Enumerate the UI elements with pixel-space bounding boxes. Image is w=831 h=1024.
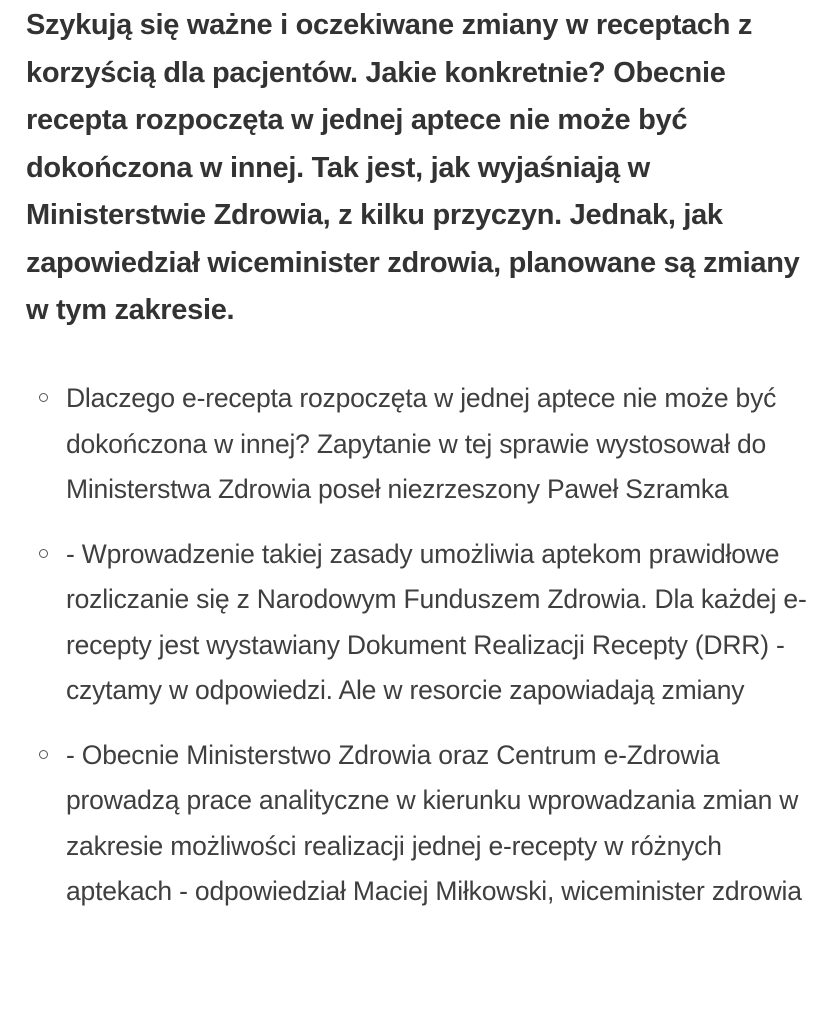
key-point-item [26, 733, 816, 915]
key-points-list [26, 376, 816, 934]
circle-bullet-icon [39, 393, 48, 402]
circle-bullet-icon [39, 549, 48, 558]
circle-bullet-icon [39, 750, 48, 759]
article-lead: Szykują się ważne i oczekiwane zmiany w receptach z korzyścią dla pacjentów. Jakie konkretnie? Obecnie recepta rozpoczęta w jednej aptece nie może być dokończona w innej. Tak jest, jak wyjaśniają w Ministerstwie Zdrowia, z kilku przyczyn. Jednak, jak zapowiedział wiceminister zdrowia, planowane są zmiany w tym zakresie. [26, 9, 800, 326]
article [26, 0, 816, 906]
key-point-item [26, 376, 816, 513]
key-point-text: - Wprowadzenie takiej zasady umożliwia aptekom prawidłowe rozliczanie się z Narodowym Funduszem Zdrowia. Dla każdej e-recepty jest wystawiany Dokument Realizacji Recepty (DRR) - czytamy w odpowiedzi. Ale w resorcie zapowiadają zmiany [66, 538, 807, 705]
key-point-item [26, 532, 816, 714]
key-point-text: Dlaczego e-recepta rozpoczęta w jednej aptece nie może być dokończona w innej? Zapytanie w tej sprawie wystosował do Ministerstwa Zdrowia poseł niezrzeszony Paweł Szramka [66, 383, 777, 504]
key-point-text: - Obecnie Ministerstwo Zdrowia oraz Centrum e-Zdrowia prowadzą prace analityczne w kierunku wprowadzania zmian w zakresie możliwości realizacji jednej e-recepty w różnych aptekach - odpowiedział Maciej Miłkowski, wiceminister zdrowia [66, 739, 802, 906]
